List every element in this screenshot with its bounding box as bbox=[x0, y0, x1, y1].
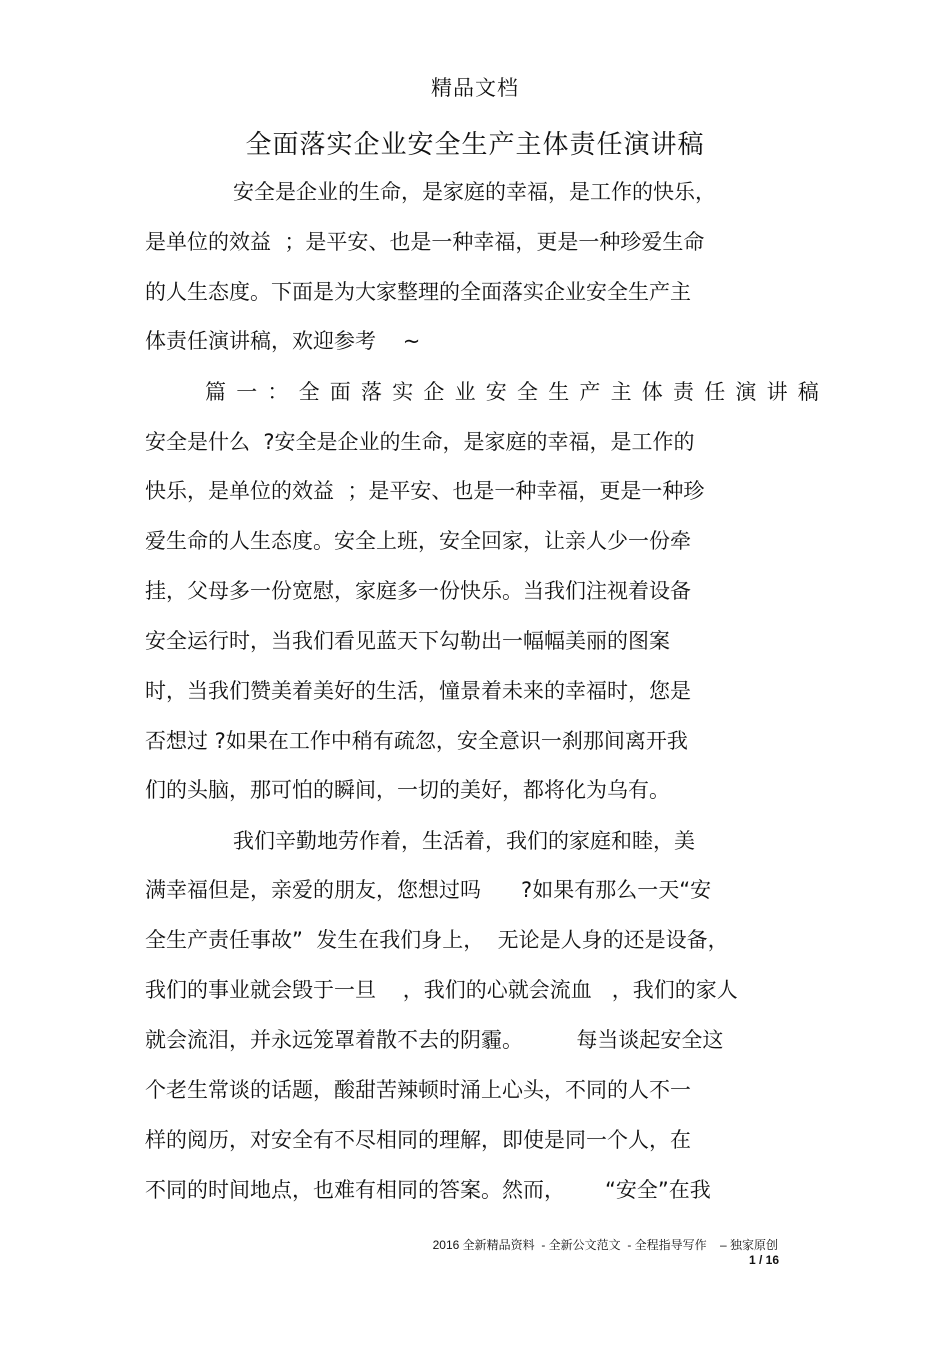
body-line: 不同的时间地点，也难有相同的答案。然而， “安全”在我 bbox=[145, 1178, 711, 1202]
body-line: 挂，父母多一份宽慰，家庭多一份快乐。当我们注视着设备 bbox=[145, 579, 691, 603]
body-line: 快乐，是单位的效益 ；是平安、也是一种幸福，更是一种珍 bbox=[145, 479, 705, 503]
body-line: 时，当我们赞美着美好的生活，憧景着未来的幸福时，您是 bbox=[145, 679, 691, 703]
body-line: 我们辛勤地劳作着，生活着，我们的家庭和睦，美 bbox=[233, 829, 695, 853]
body-line: 我们的事业就会毁于一旦 ，我们的心就会流血 ，我们的家人 bbox=[145, 978, 738, 1002]
body-line: 安全是企业的生命，是家庭的幸福，是工作的快乐， bbox=[233, 180, 716, 204]
body-line: 全生产责任事故” 发生在我们身上， 无论是人身的还是设备， bbox=[145, 928, 729, 952]
page-header: 精品文档 bbox=[431, 76, 519, 100]
page-number: 1 / 16 bbox=[748, 1253, 779, 1267]
body-line: 安全是什么 ?安全是企业的生命，是家庭的幸福，是工作的 bbox=[145, 430, 695, 454]
body-line: 体责任演讲稿，欢迎参考 ~ bbox=[145, 329, 421, 353]
body-line: 否想过 ?如果在工作中稍有疏忽，安全意识一刹那间离开我 bbox=[145, 729, 688, 753]
body-line: 安全运行时，当我们看见蓝天下勾勒出一幅幅美丽的图案 bbox=[145, 629, 670, 653]
body-line: 满幸福但是，亲爱的朋友，您想过吗 ?如果有那么一天“安 bbox=[145, 878, 712, 902]
body-line: 的人生态度。下面是为大家整理的全面落实企业安全生产主 bbox=[145, 280, 691, 304]
document-title: 全面落实企业安全生产主体责任演讲稿 bbox=[245, 130, 705, 160]
body-line: 爱生命的人生态度。安全上班，安全回家，让亲人少一份牵 bbox=[145, 529, 691, 553]
body-line: 是单位的效益 ；是平安、也是一种幸福，更是一种珍爱生命 bbox=[145, 230, 705, 254]
body-line: 们的头脑，那可怕的瞬间，一切的美好，都将化为乌有。 bbox=[145, 778, 670, 802]
body-line: 就会流泪，并永远笼罩着散不去的阴霾。 每当谈起安全这 bbox=[145, 1028, 724, 1052]
page-footer: 2016 全新精品资料 - 全新公文范文 - 全程指导写作 – 独家原创 bbox=[432, 1238, 778, 1252]
section-heading: 篇一：全面落实企业安全生产主体责任演讲稿 bbox=[205, 380, 829, 404]
body-line: 样的阅历，对安全有不尽相同的理解，即使是同一个人，在 bbox=[145, 1128, 691, 1152]
body-line: 个老生常谈的话题，酸甜苦辣顿时涌上心头，不同的人不一 bbox=[145, 1078, 691, 1102]
